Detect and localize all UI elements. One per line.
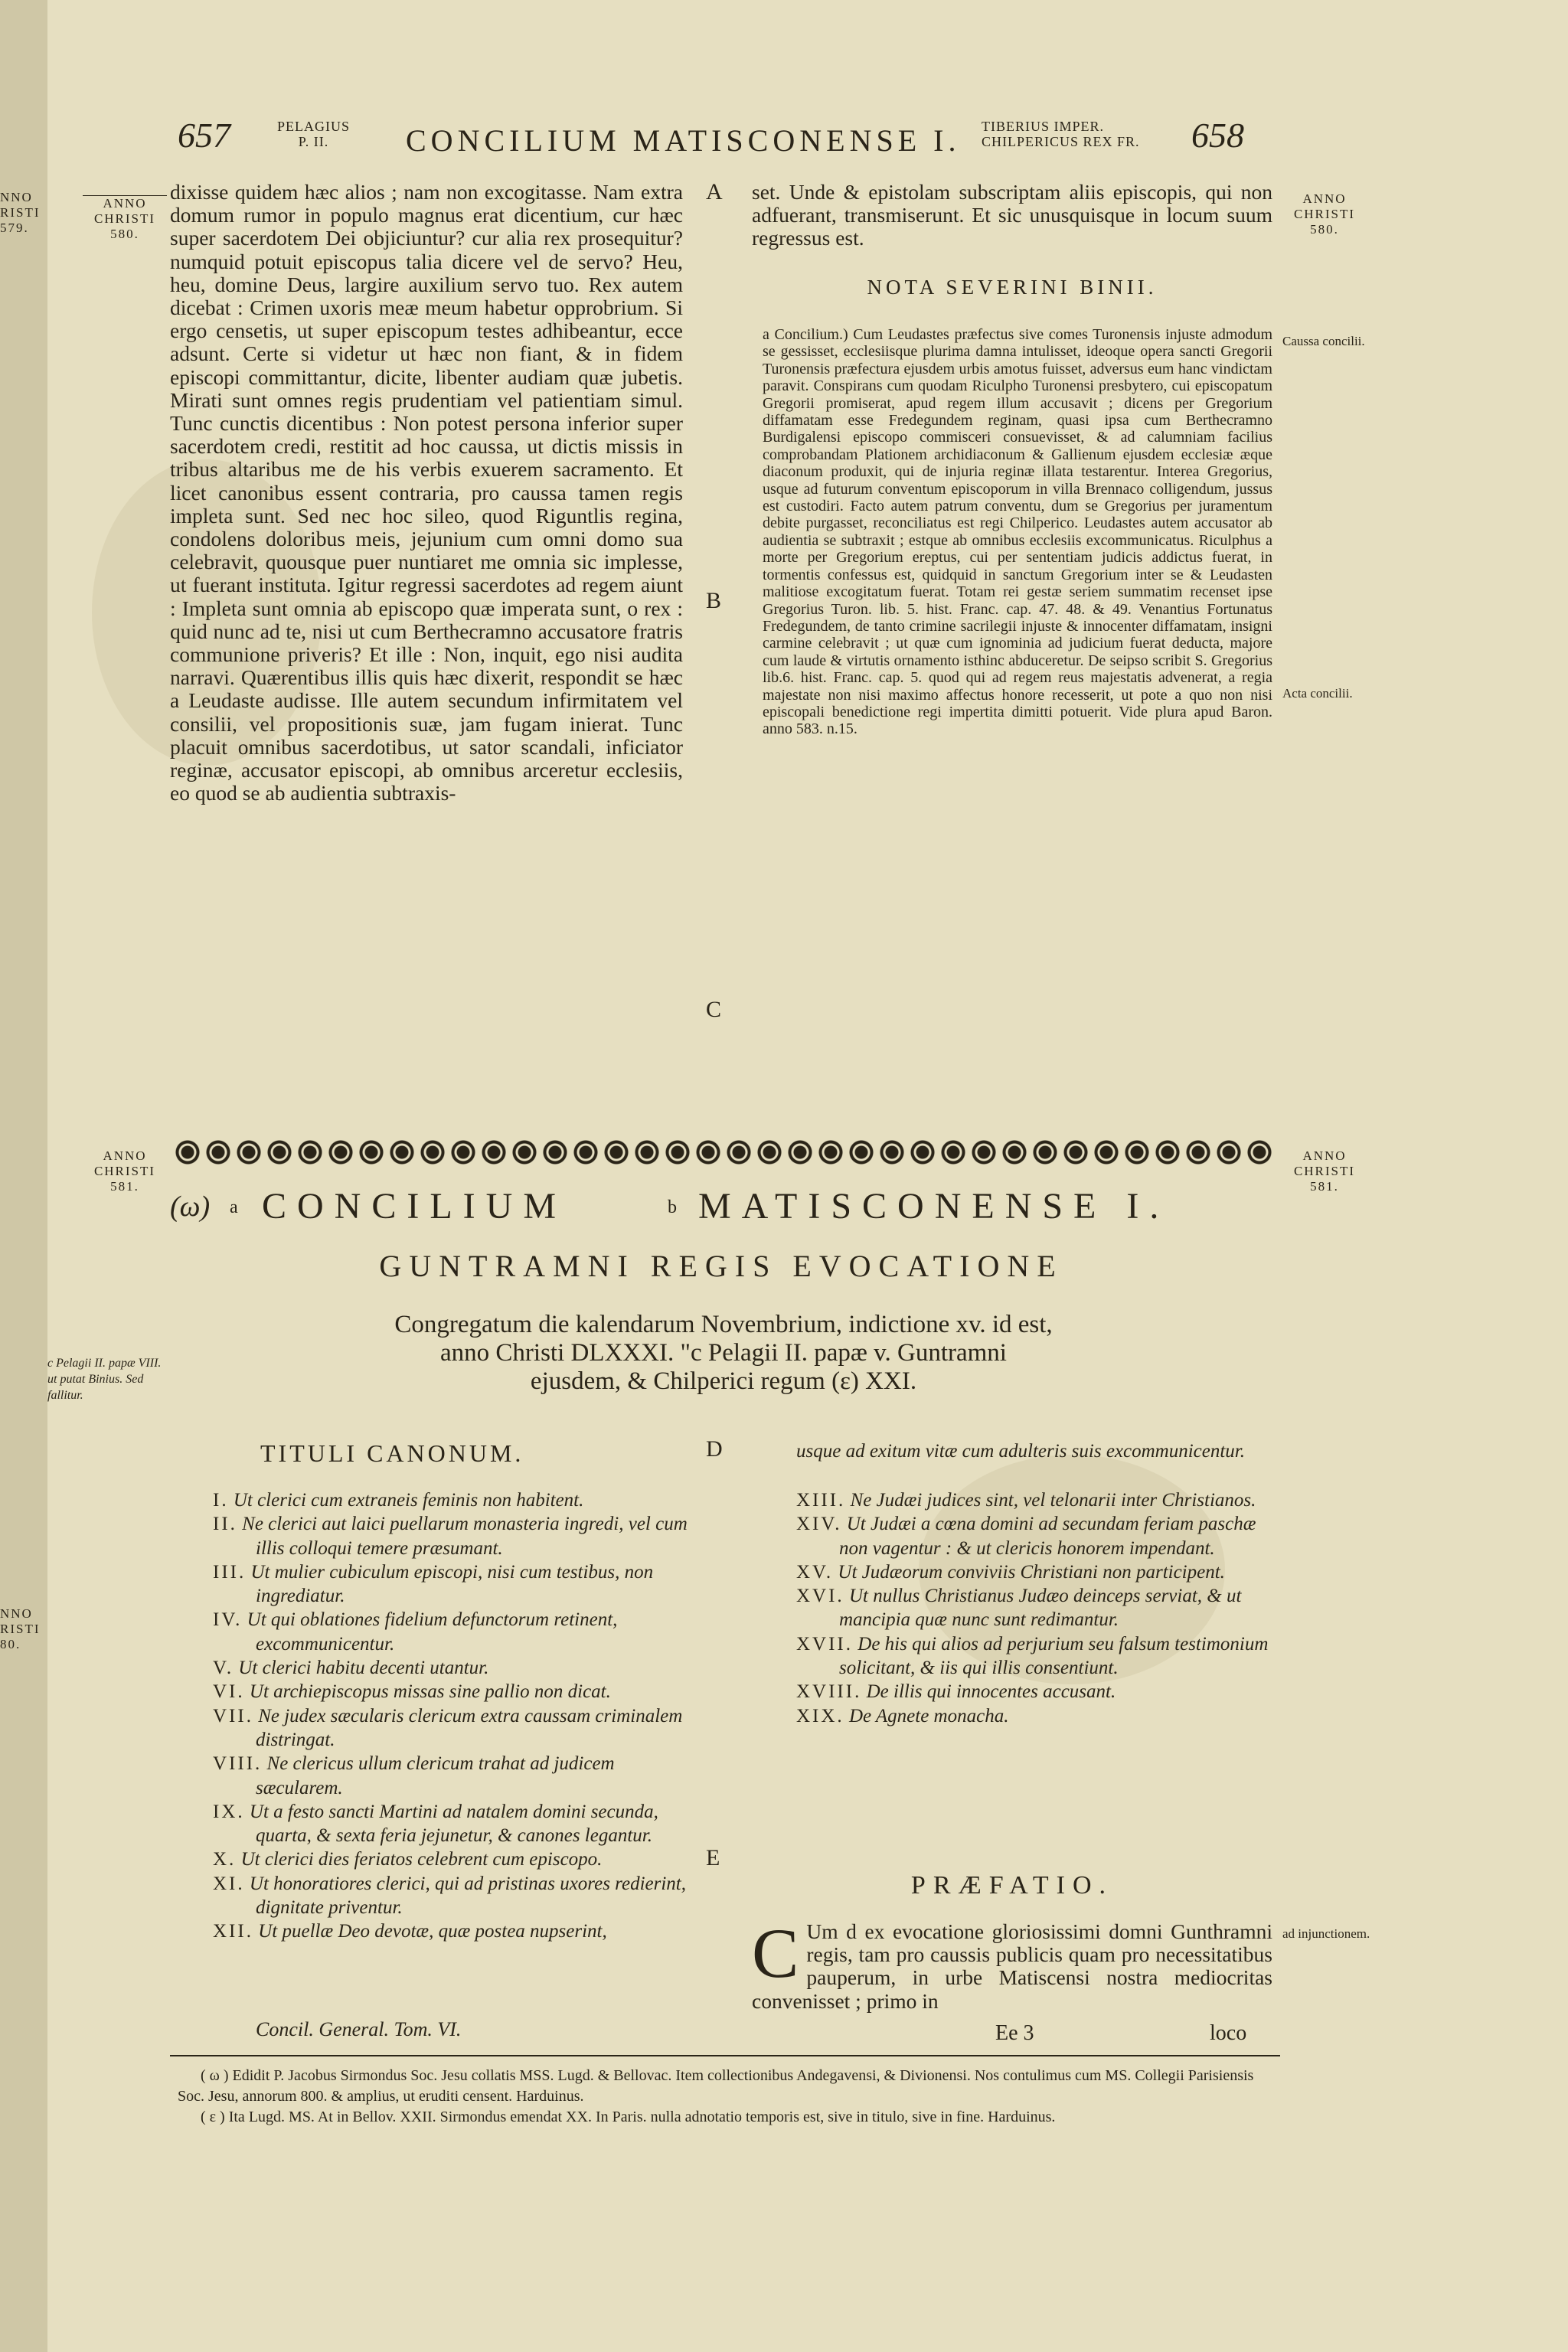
praefatio-heading: PRÆFATIO. bbox=[910, 1871, 1114, 1900]
canon-item bbox=[213, 1512, 688, 1560]
header-pope: PELAGIUS P. II. bbox=[277, 119, 351, 149]
note-ref-a: a bbox=[230, 1197, 238, 1217]
canon-title: De Agnete monacha. bbox=[848, 1705, 1009, 1726]
canon-number: VI. bbox=[213, 1681, 245, 1703]
canon-number: XVII. bbox=[796, 1633, 854, 1655]
canon-item bbox=[213, 1752, 688, 1800]
canon-item bbox=[213, 1608, 688, 1656]
running-title: CONCILIUM MATISCONENSE I. bbox=[406, 123, 961, 158]
signature-mark: Ee 3 bbox=[995, 2021, 1034, 2045]
canon-number: I. bbox=[213, 1490, 229, 1511]
canon-item bbox=[213, 1919, 688, 1943]
canon-number: IV. bbox=[213, 1609, 243, 1631]
catchword: loco bbox=[1210, 2021, 1247, 2045]
footnotes bbox=[178, 2066, 1280, 2128]
canon-title: Ne Judæi judices sint, vel telonarii inter Christianos. bbox=[850, 1490, 1256, 1511]
canon-title: Ut clerici habitu decenti utantur. bbox=[238, 1658, 489, 1679]
left-column-text: dixisse quidem hæc alios ; nam non excogitasse. Nam extra domum rumor in populo magnus erat dicentium, cur hæc super sacerdotem Dei objiciuntur? cur alia rex prosequitur? numquid potuit episcopus talia dicere vel de servo? Heu, heu, domine Deus, largire auxilium servo tuo. Rex autem dicebat : Crimen uxoris meæ meum habetur opprobrium. Si ergo censetis, ut super episcopum testes adhibeantur, ecce adsunt. Certe si videtur ut hæc non fiant, & in fidem episcopi committantur, dicite, libenter audiam quæ jubetis. Mirati sunt omnes regis prudentiam vel patientiam simul. Tunc cunctis dicentibus : Non potest persona inferior super sacerdotem credi, restitit ad hoc caussa, ut dictis missis in tribus altaribus me de his verbis exuerem sacramento. Et licet canonibus essent contraria, pro caussa tamen regis impleta sunt. Sed nec hoc sileo, quod Riguntlis regina, condolens doloribus meis, jejunium cum omni domo sua celebravit, quousque puer nuntiaret me omnia sic implesse, ut fuerant instituta. Igitur regressi sacerdotes ad regem aiunt : Impleta sunt omnia ab episcopo quæ imperata sunt, o rex : quid nunc ad te, nisi ut cum Berthecramno accusatore fratris communione priveris? Et ille : Non, inquit, ego nisi audita narravi. Quærentibus illis quis hæc dixerit, respondit se hæc a Leudaste audisse. Ille autem secundum infirmitatem vel consilii, vel propositionis suæ, jam fugam inierat. Tunc placuit omnibus sacerdotibus, ut sator scandali, inficiator reginæ, accusator episcopi, ab omnibus arceretur ecclesiis, eo quod se ab audientia subtraxis- bbox=[170, 180, 683, 805]
canon-number: VIII. bbox=[213, 1753, 263, 1775]
canon-title: Ut puellæ Deo devotæ, quæ postea nupserint, bbox=[258, 1921, 607, 1942]
canon-number: XVIII. bbox=[796, 1681, 862, 1703]
column-letter-a: A bbox=[706, 179, 723, 204]
canon-title: Ut nullus Christianus Judæo deinceps serviat, & ut mancipia quæ nunc sunt redimantur. bbox=[839, 1586, 1242, 1631]
canon-item bbox=[213, 1560, 688, 1609]
far-left-margin-year: NNO RISTI 579. bbox=[0, 190, 41, 235]
canon-title: Ut honoratiores clerici, qui ad pristinas uxores redierint, dignitate priventur. bbox=[249, 1873, 686, 1919]
canon-title: Ne judex sæcularis clericum extra caussam criminalem distringat. bbox=[256, 1705, 683, 1750]
canon-title: Ut mulier cubiculum episcopi, nisi cum testibus, non ingrediatur. bbox=[250, 1561, 654, 1607]
canons-list-left bbox=[213, 1488, 688, 1944]
canon-item bbox=[796, 1632, 1275, 1681]
canon-title: Ut qui oblationes fidelium defunctorum retinent, excommunicentur. bbox=[247, 1609, 618, 1655]
canon-title: Ut a festo sancti Martini ad natalem domini secunda, quarta, & sexta feria jejunetur, & canones legantur. bbox=[249, 1801, 658, 1847]
praefatio-body: Um d ex evocatione gloriosissimi domni Gunthramni regis, tam pro caussis publicis quam pro necessitatibus pauperum, in urbe Matiscensi nostra mediocritas convenisset ; primo in bbox=[752, 1919, 1272, 2013]
canon-number: VII. bbox=[213, 1705, 253, 1726]
left-margin-year-581: ANNO CHRISTI 581. bbox=[93, 1148, 156, 1194]
canon-item bbox=[796, 1680, 1275, 1704]
canon-number: XIX. bbox=[796, 1705, 844, 1726]
canon-title: De illis qui innocentes accusant. bbox=[866, 1681, 1116, 1703]
note-ref-b: b bbox=[668, 1197, 677, 1217]
right-margin-year-581: ANNO CHRISTI 581. bbox=[1293, 1148, 1356, 1194]
nota-title: NOTA SEVERINI BINII. bbox=[867, 276, 1158, 299]
canon-title: Ut Judæorum conviviis Christiani non participent. bbox=[838, 1561, 1225, 1583]
canons-list-right bbox=[796, 1488, 1275, 1728]
canon-item bbox=[796, 1488, 1275, 1512]
column-letter-b: B bbox=[706, 588, 722, 613]
nota-text: a Concilium.) Cum Leudastes præfectus sive comes Turonensis injuste admodum se gessisset, ecclesiisque plurima damna intulisset, ideoque opera sancti Gregorii Turonensis præfectura ejusdem urbis amotus fuisset, adversus eum hanc vindictam paravit. Conspirans cum quodam Riculpho Turonensi presbytero, cui episcopatum Gregorii promiserat, apud regem illum accusavit ; dicens per Gregorium diffamatam esse Fredegundem reginam, quasi ipsa cum Berthecramno Burdigalensi episcopo commisceri consuevisset, & ad calumniam facilius comprobandam Plationem archidiaconum & Gallienum ejusdem ecclesiæ æque diaconum produxit, qui de injuria reginæ illata testarentur. Interea Gregorius, usque ad futurum conventum episcoporum in villa Brennaco colligendum, jussus est custodiri. Facto autem patrum conventu, dum se Gregorius per juramentum debite purgasset, reconciliatus est regi Chilperico. Leudastes autem accusator ab audientia se subtraxit ; estque ab omnibus ecclesiis excommunicatus. Riculphus a morte per Gregorium ereptus, cui per sententiam judicis addictus fuerat, in tormentis confessus est, quidquid in sanctum Gregorium inter se & Leudasten malitiose excogitatum fuerat. Totam rei gestæ seriem summatim recenset ipse Gregorius Turon. lib. 5. hist. Franc. cap. 47. 48. & 49. Venantius Fortunatus Fredegundem, de tanto crimine sacrilegii injuste & innocenter diffamatam, insigni carmine celebravit ; ut quæ cum ignominia ad judicium fuerat deducta, majore cum laude & virtutis ornamento isthinc abduceretur. De seipso scribit S. Gregorius lib.6. hist. Franc. cap. 5. quod qui ad regem reus majestatis advenerat, a regia majestate non nisi maximo affectus honore recesserit, ut pote a quo non nisi episcopali benedictione regi impertita dimitti potuerit. Vide plura apud Baron. anno 583. n.15. bbox=[763, 326, 1272, 738]
canon-item bbox=[796, 1704, 1275, 1728]
left-margin-year: ANNO CHRISTI 580. bbox=[83, 195, 167, 242]
canon-number: XIV. bbox=[796, 1514, 842, 1535]
canon-item bbox=[796, 1512, 1275, 1560]
column-letter-c: C bbox=[706, 997, 722, 1022]
right-column-text: set. Unde & epistolam subscriptam aliis episcopis, qui non adfuerant, transmiserunt. Et sic unusquisque in locum suum regressus est. bbox=[752, 180, 1272, 250]
canon-title: De his qui alios ad perjurium seu falsum testimonium solicitant, & iis qui illis consentiunt. bbox=[839, 1633, 1269, 1679]
signature-line: Concil. General. Tom. VI. bbox=[256, 2018, 462, 2040]
canon-number: XIII. bbox=[796, 1490, 846, 1511]
margin-note-pelagii: c Pelagii II. papæ VIII. ut putat Binius. Sed fallitur. bbox=[47, 1357, 162, 1402]
praefatio-text bbox=[752, 1914, 1272, 2013]
footnote-omega: ( ω ) Edidit P. Jacobus Sirmondus Soc. Jesu collatis MSS. Lugd. & Bellovac. Item collectionibus Andegavensi, & Divionensi. Nos contulimus cum MS. Collegii Parisiensis Soc. Jesu, annorum 800. & amplius, ut eruditi censent. Harduinus. bbox=[178, 2067, 1254, 2105]
canon-number: IX. bbox=[213, 1801, 245, 1822]
canon-title: Ut clerici dies feriatos celebrent cum episcopo. bbox=[240, 1849, 603, 1870]
margin-note-caussa: Caussa concilii. bbox=[1282, 334, 1365, 348]
canon-item bbox=[796, 1584, 1275, 1632]
canon-item bbox=[213, 1680, 688, 1704]
drop-capital: C bbox=[752, 1914, 799, 1992]
canons-right-continuation: usque ad exitum vitæ cum adulteris suis excommunicentur. bbox=[796, 1441, 1246, 1462]
canon-item bbox=[213, 1872, 688, 1920]
canon-title: Ne clericus ullum clericum trahat ad judicem sæcularem. bbox=[256, 1753, 615, 1798]
canon-item bbox=[213, 1847, 688, 1871]
column-letter-d: D bbox=[706, 1436, 723, 1462]
canon-item bbox=[213, 1800, 688, 1848]
canon-title: Ut archiepiscopus missas sine pallio non dicat. bbox=[249, 1681, 611, 1703]
margin-note-injunctionem: ad injunctionem. bbox=[1282, 1926, 1370, 1941]
canon-number: XI. bbox=[213, 1873, 245, 1894]
footnote-rule bbox=[170, 2055, 1280, 2056]
far-left-margin-year-2: NNO RISTI 80. bbox=[0, 1606, 41, 1651]
canon-number: III. bbox=[213, 1561, 247, 1583]
canon-number: II. bbox=[213, 1514, 237, 1535]
canon-title: Ut clerici cum extraneis feminis non habitent. bbox=[233, 1490, 584, 1511]
decorative-border bbox=[172, 1137, 1275, 1168]
canon-item bbox=[213, 1656, 688, 1680]
adjacent-page-strip bbox=[0, 0, 47, 2352]
column-letter-e: E bbox=[706, 1845, 720, 1870]
canon-number: XII. bbox=[213, 1921, 253, 1942]
canon-item bbox=[796, 1560, 1275, 1584]
canon-item bbox=[213, 1704, 688, 1753]
canon-title: Ne clerici aut laici puellarum monasteria ingredi, vel cum illis colloqui temere præsumant. bbox=[242, 1514, 688, 1559]
canon-number: XVI. bbox=[796, 1586, 844, 1607]
canon-number: X. bbox=[213, 1849, 237, 1870]
canon-title: Ut Judæi a cœna domini ad secundam feriam paschæ non vagentur : & ut clericis honorem impendant. bbox=[839, 1514, 1256, 1559]
margin-note-acta: Acta concilii. bbox=[1282, 686, 1353, 701]
tituli-heading: TITULI CANONUM. bbox=[260, 1439, 524, 1467]
council-title bbox=[170, 1185, 1272, 1239]
footnote-mark: (ω) bbox=[170, 1191, 211, 1223]
canon-number: XV. bbox=[796, 1561, 834, 1583]
canon-number: V. bbox=[213, 1658, 234, 1679]
header-emperor: TIBERIUS IMPER. CHILPERICUS REX FR. bbox=[982, 119, 1140, 149]
congregatum-text: Congregatum die kalendarum Novembrium, indictione xv. id est, anno Christi DLXXXI. "c Pelagii II. papæ v. Guntramni ejusdem, & Chilperici regum (ε) XXI. bbox=[394, 1311, 1053, 1395]
canon-item bbox=[213, 1488, 688, 1512]
right-margin-year: ANNO CHRISTI 580. bbox=[1293, 191, 1356, 237]
council-title-word2: MATISCONENSE I. bbox=[698, 1186, 1170, 1227]
page-number-right: 658 bbox=[1191, 116, 1244, 155]
footnote-epsilon: ( ε ) Ita Lugd. MS. At in Bellov. XXII. Sirmondus emendat XX. In Paris. nulla adnotatio temporis est, sive in titulo, sive in fine. Harduinus. bbox=[201, 2109, 1056, 2125]
council-subtitle: GUNTRAMNI REGIS EVOCATIONE bbox=[379, 1249, 1063, 1283]
page-number-left: 657 bbox=[178, 116, 230, 155]
council-title-word1: CONCILIUM bbox=[262, 1186, 567, 1227]
